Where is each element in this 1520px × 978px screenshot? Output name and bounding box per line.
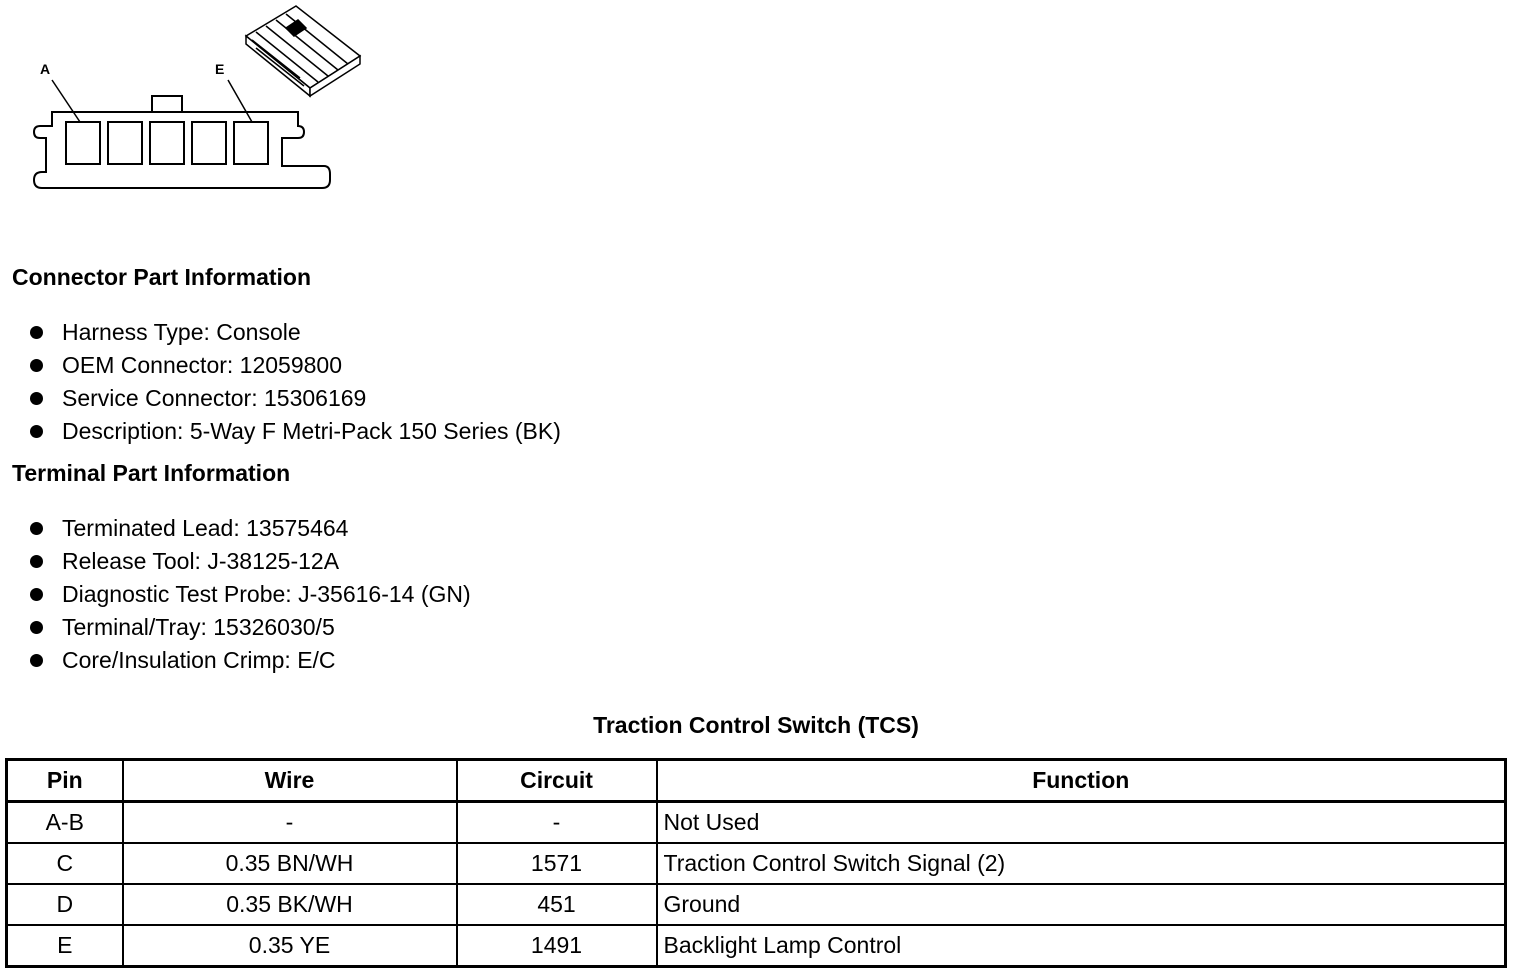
list-item	[28, 382, 561, 415]
table-row	[7, 802, 1506, 844]
list-item-text: Release Tool: J-38125-12A	[62, 548, 340, 574]
list-item	[28, 349, 561, 382]
bullet-icon	[30, 359, 43, 372]
cell-wire: 0.35 YE	[123, 925, 457, 967]
pin-label-a: A	[40, 61, 51, 77]
list-item	[28, 611, 471, 644]
bullet-icon	[30, 392, 43, 405]
cell-circuit: 1571	[457, 843, 657, 884]
cell-pin: E	[7, 925, 123, 967]
bullet-icon	[30, 326, 43, 339]
table-row	[7, 884, 1506, 925]
pin-table	[5, 758, 1507, 968]
bullet-icon	[30, 588, 43, 601]
cell-function: Not Used	[657, 802, 1506, 844]
cell-circuit: 1491	[457, 925, 657, 967]
column-header-pin: Pin	[7, 760, 123, 802]
column-header-wire: Wire	[123, 760, 457, 802]
cell-function: Traction Control Switch Signal (2)	[657, 843, 1506, 884]
connector-thumbnail	[246, 6, 360, 96]
cell-pin: C	[7, 843, 123, 884]
list-item-text: OEM Connector: 12059800	[62, 352, 343, 378]
column-header-circuit: Circuit	[457, 760, 657, 802]
cell-wire: 0.35 BN/WH	[123, 843, 457, 884]
table-title: Traction Control Switch (TCS)	[593, 712, 919, 738]
cell-function: Backlight Lamp Control	[657, 925, 1506, 967]
connector-diagram	[0, 0, 380, 210]
list-item	[28, 512, 471, 545]
list-item	[28, 316, 561, 349]
list-item	[28, 578, 471, 611]
cell-wire: 0.35 BK/WH	[123, 884, 457, 925]
cell-wire: -	[123, 802, 457, 844]
bullet-icon	[30, 555, 43, 568]
cell-circuit: -	[457, 802, 657, 844]
terminal-info-list	[28, 512, 471, 677]
cell-function: Ground	[657, 884, 1506, 925]
bullet-icon	[30, 522, 43, 535]
list-item-text: Terminated Lead: 13575464	[62, 515, 349, 541]
connector-info-heading: Connector Part Information	[12, 264, 312, 290]
table-row	[7, 925, 1506, 967]
bullet-icon	[30, 654, 43, 667]
table-row	[7, 843, 1506, 884]
list-item-text: Harness Type: Console	[62, 319, 301, 345]
list-item-text: Core/Insulation Crimp: E/C	[62, 647, 336, 673]
cell-pin: D	[7, 884, 123, 925]
list-item-text: Terminal/Tray: 15326030/5	[62, 614, 335, 640]
list-item	[28, 545, 471, 578]
terminal-info-heading: Terminal Part Information	[12, 460, 291, 486]
list-item-text: Diagnostic Test Probe: J-35616-14 (GN)	[62, 581, 471, 607]
list-item-text: Service Connector: 15306169	[62, 385, 367, 411]
bullet-icon	[30, 425, 43, 438]
list-item-text: Description: 5-Way F Metri-Pack 150 Series (BK)	[62, 418, 561, 444]
cell-pin: A-B	[7, 802, 123, 844]
pin-label-e: E	[215, 61, 225, 77]
connector-info-list	[28, 316, 561, 448]
connector-face	[34, 80, 330, 188]
bullet-icon	[30, 621, 43, 634]
cell-circuit: 451	[457, 884, 657, 925]
list-item	[28, 644, 471, 677]
column-header-function: Function	[657, 760, 1506, 802]
list-item	[28, 415, 561, 448]
table-header-row	[7, 760, 1506, 802]
